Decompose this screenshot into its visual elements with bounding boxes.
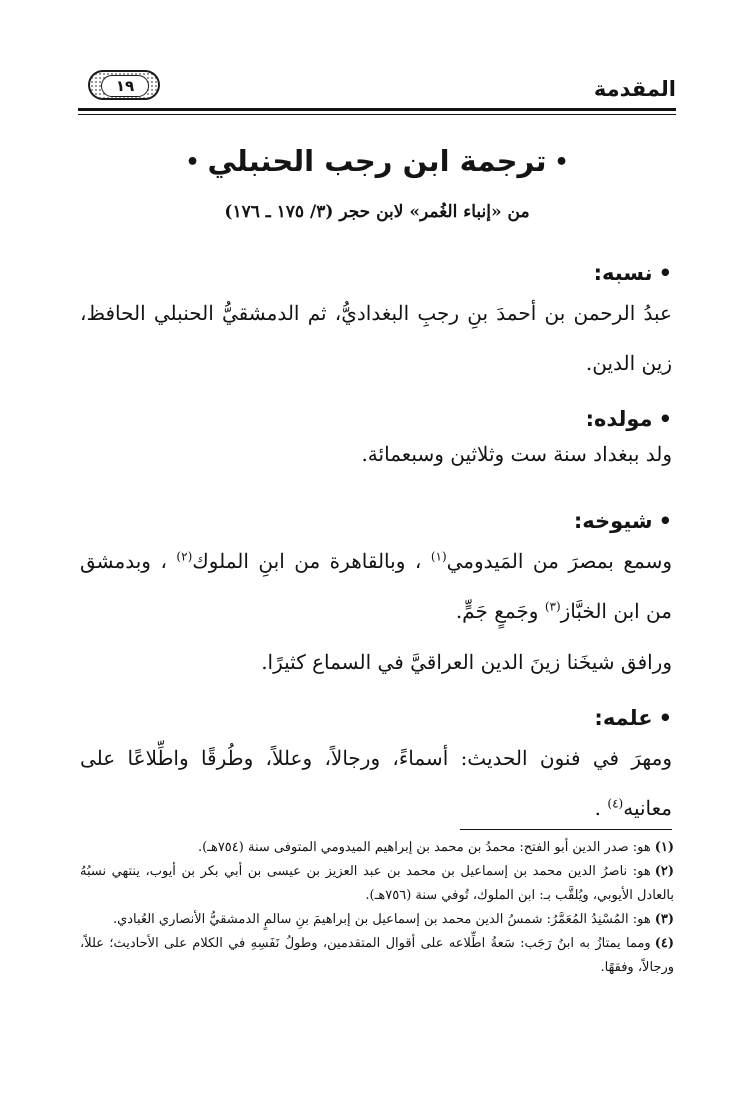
footnote-number: (١)	[654, 840, 674, 855]
text-run: ومهرَ في فنون الحديث: أسماءً، ورجالاً، وعللاً، وطُرقًا واطِّلاعًا على معانيه	[80, 746, 672, 820]
footnote-number: (٣)	[654, 912, 674, 927]
section-teachers	[80, 506, 672, 682]
footnote-ref: (٢)	[176, 549, 193, 564]
section-bullet: •	[658, 509, 672, 533]
footnote-text: هو: ناصرُ الدين محمد بن إسماعيل بن محمد بن عبد العزيز بن عيسى بن أبي بكر بن أيوب، ينتهي نسبُهُ بالعادل الأيوبي، ويُلقَّب بـ: ابن الملوك، تُوفي سنة (٧٥٦هـ).	[80, 864, 674, 903]
paragraph: ولد ببغداد سنة ست وثلاثين وسبعمائة.	[361, 442, 672, 466]
page-number: ١٩	[101, 75, 149, 97]
header-section-title: المقدمة	[593, 77, 676, 101]
section-heading-text: نسبه:	[593, 261, 653, 285]
footnote	[80, 860, 674, 908]
text-run: وسمع بمصرَ من المَيدومي	[446, 549, 672, 573]
footnote-number: (٤)	[654, 936, 674, 951]
footnote-rule	[460, 829, 672, 830]
running-header	[78, 70, 676, 110]
section-heading	[80, 258, 672, 288]
footnote-ref: (١)	[430, 549, 447, 564]
footnotes	[80, 836, 674, 980]
section-heading	[80, 506, 672, 536]
section-bullet: •	[658, 407, 672, 431]
text-run: .	[594, 796, 602, 820]
title-bullet-right: •	[554, 150, 569, 175]
footnote-text: ومما يمتازُ به ابنُ رَجَب: سَعةُ اطِّلاعه على أقوال المتقدمين، وطولُ نَفَسِهِ في الكلام على الأحاديث؛ عللاً، ورجالاً، وفقهًا.	[80, 936, 674, 975]
section-heading	[80, 703, 672, 733]
footnote-text: هو: صدر الدين أبو الفتح: محمدُ بن محمد بن إبراهيم الميدومي المتوفى سنة (٧٥٤هـ).	[197, 840, 651, 855]
text-run: ، وبدمشق من ابن الخبَّاز	[80, 549, 672, 623]
section-heading-text: مولده:	[585, 407, 653, 431]
section-knowledge	[80, 703, 672, 833]
footnote	[80, 932, 674, 980]
header-rule-thin	[78, 114, 676, 115]
footnote-number: (٢)	[654, 864, 674, 879]
title-bullet-left: •	[185, 150, 200, 175]
footnote-text: هو: المُسْنِدُ المُعَمَّرُ: شمسُ الدين محمد بن إسماعيل بن إبراهيمَ بنِ سالمٍ الدمشقيُّ الأنصاري العُبادي.	[112, 912, 651, 927]
paragraph	[80, 733, 672, 833]
section-heading	[80, 404, 672, 434]
section-heading-text: علمه:	[594, 706, 653, 730]
page-title	[78, 140, 676, 184]
section-heading-text: شيوخه:	[573, 509, 653, 533]
page-subtitle-source: من «إنباء الغُمر» لابن حجر (٣/ ١٧٥ ـ ١٧٦)	[224, 202, 530, 222]
footnote	[80, 836, 674, 860]
text-run: وجَمعٍ جَمٍّ.	[455, 599, 539, 623]
paragraph: عبدُ الرحمن بن أحمدَ بنِ رجبِ البغداديُّ، ثم الدمشقيُّ الحنبلي الحافظ، زين الدين.	[80, 301, 672, 375]
section-lineage	[80, 258, 672, 388]
footnote-ref: (٣)	[544, 599, 561, 614]
footnote-ref: (٤)	[607, 796, 624, 811]
paragraph: ورافق شيخَنا زينَ الدين العراقيَّ في السماع كثيرًا.	[261, 650, 672, 674]
header-rule	[78, 108, 676, 111]
section-birth	[80, 404, 672, 474]
footnote	[80, 908, 674, 932]
section-bullet: •	[658, 706, 672, 730]
page-title-text: ترجمة ابن رجب الحنبلي	[207, 144, 547, 178]
text-run: ، وبالقاهرة من ابنِ الملوك	[192, 549, 422, 573]
page-number-badge	[88, 70, 160, 100]
section-bullet: •	[658, 261, 672, 285]
paragraph	[80, 536, 672, 636]
